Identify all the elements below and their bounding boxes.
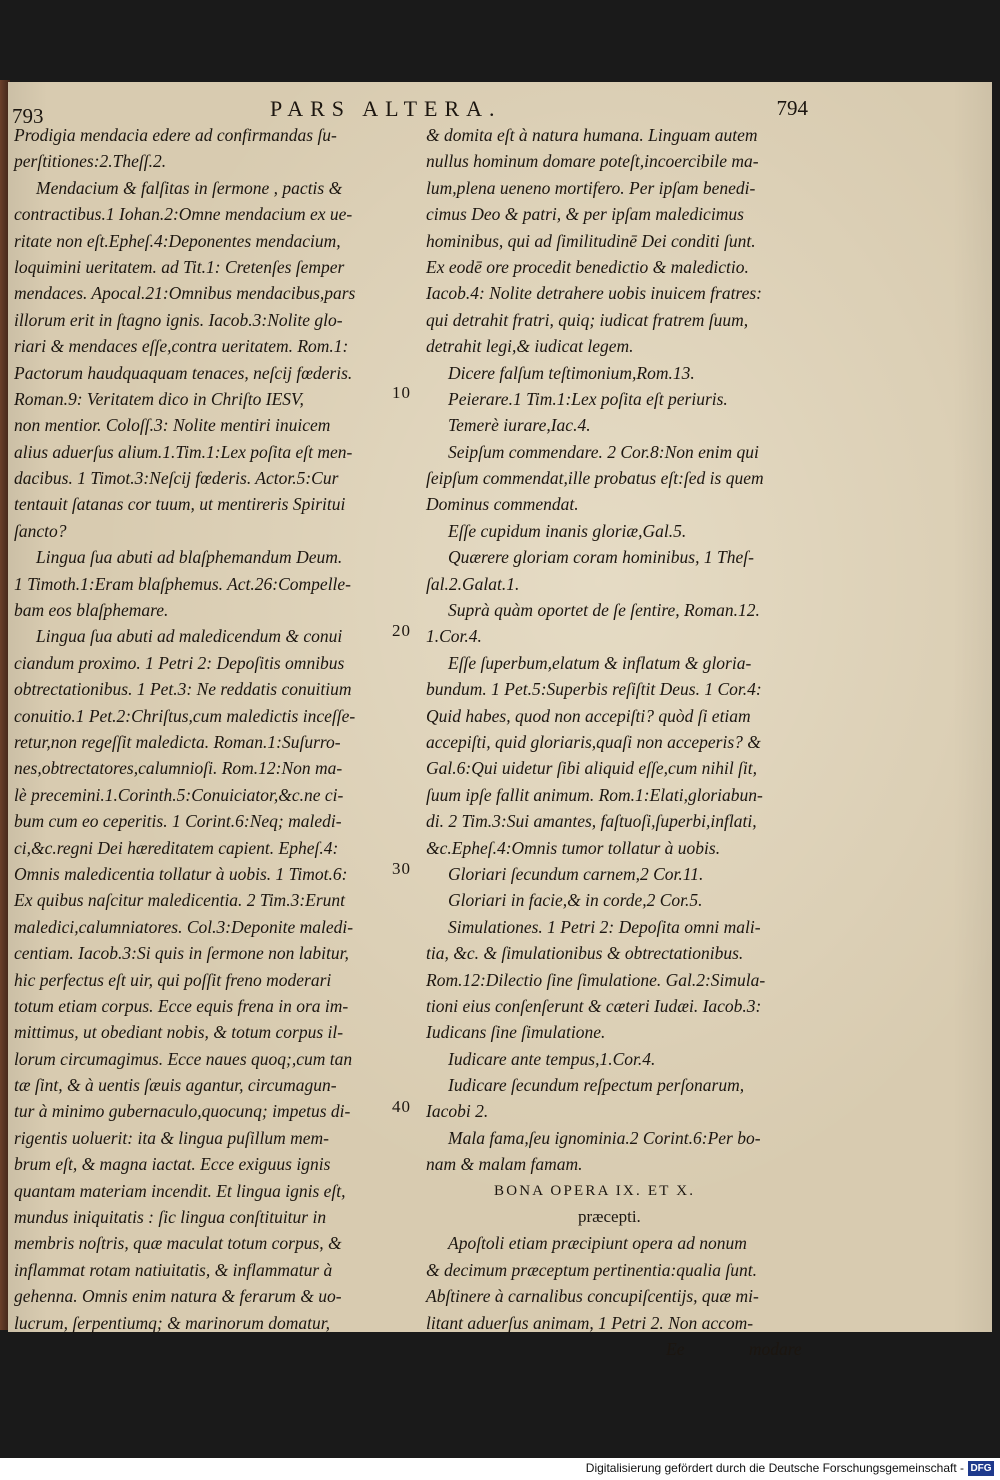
text-line: Iudicare ſecundum reſpectum perſonarum, <box>448 1075 745 1096</box>
text-line: mundus iniquitatis : ſic lingua conſtituitur in <box>14 1207 327 1228</box>
text-line: 1.Cor.4. <box>426 626 482 647</box>
text-line: Lingua ſua abuti ad blaſphemandum Deum. <box>36 547 343 568</box>
text-line: inflammat rotam natiuitatis, & inflammatur à <box>14 1259 333 1280</box>
text-line: nam & malam famam. <box>426 1154 583 1175</box>
text-line: nullus hominum domare poteſt,incoercibile ma- <box>426 151 759 172</box>
text-line: perſtitiones:2.Theſſ.2. <box>14 151 167 172</box>
text-line: bum cum eo ceperitis. 1 Corint.6:Neq; maledi- <box>14 811 342 832</box>
text-line: conuitio.1 Pet.2:Chriſtus,cum maledictis inceſſe- <box>14 705 356 726</box>
left-column <box>14 122 402 1336</box>
text-line: cimus Deo & patri, & per ipſam maledicimus <box>426 204 744 225</box>
running-title: PARS ALTERA. <box>270 96 502 121</box>
page-number-left: 793 <box>12 104 44 128</box>
text-line: lorum circumagimus. Ecce naues quoq;,cum tan <box>14 1048 353 1069</box>
text-line: tæ ſint, & à uentis ſæuis agantur, circumagun- <box>14 1075 337 1096</box>
text-line: tentauit ſatanas cor tuum, ut mentireris Spiritui <box>14 494 346 515</box>
text-line: non mentior. Coloſſ.3: Nolite mentiri inuicem <box>14 415 331 436</box>
text-line: contractibus.1 Iohan.2:Omne mendacium ex ue- <box>14 204 353 225</box>
text-line: detrahit legi,& iudicat legem. <box>426 336 634 357</box>
text-line: ſal.2.Galat.1. <box>426 573 520 594</box>
text-line: alius aduerſus alium.1.Tim.1:Lex poſita eſt men- <box>14 441 353 462</box>
footer-credit: Digitalisierung gefördert durch die Deutsche Forschungsgemeinschaft - <box>585 1461 964 1475</box>
text-line: membris noſtris, quæ maculat totum corpus, & <box>14 1233 342 1254</box>
margin-line-number: 30 <box>392 859 411 878</box>
text-line: mittimus, ut obediant nobis, & totum corpus il- <box>14 1022 344 1043</box>
text-line: Suprà quàm oportet de ſe ſentire, Roman.12. <box>448 600 760 621</box>
text-line: Eſſe ſuperbum,elatum & inflatum & gloria- <box>448 652 752 673</box>
text-line: gehenna. Omnis enim natura & ferarum & uo- <box>14 1286 342 1307</box>
text-line: Prodigia mendacia edere ad confirmandas ſu- <box>14 125 337 145</box>
text-line: &c.Epheſ.4:Omnis tumor tollatur à uobis. <box>426 837 721 858</box>
margin-line-number: 40 <box>392 1097 411 1116</box>
text-line: lè precemini.1.Corinth.5:Conuiciator,&c.ne ci- <box>14 784 344 805</box>
text-line: Quærere gloriam coram hominibus, 1 Theſ- <box>448 547 754 568</box>
text-line: Peierare.1 Tim.1:Lex poſita eſt periuris. <box>448 388 728 409</box>
text-line: Simulationes. 1 Petri 2: Depoſita omni mali- <box>448 916 761 937</box>
text-line: Iudicans ſine ſimulatione. <box>426 1022 606 1043</box>
text-line: totum etiam corpus. Ecce equis frena in ora im- <box>14 995 349 1016</box>
text-line: accepiſti, quid gloriaris,quaſi non acceperis? & <box>426 731 761 752</box>
text-line: maledici,calumniatores. Col.3:Deponite maledi- <box>14 916 354 937</box>
text-line: Dicere falſum teſtimonium,Rom.13. <box>448 362 695 383</box>
text-line: di. 2 Tim.3:Sui amantes, faſtuoſi,ſuperbi,inflati, <box>426 811 757 832</box>
text-line: Dominus commendat. <box>426 494 579 515</box>
text-line: hic perfectus eſt uir, qui poſſit freno moderari <box>14 969 332 990</box>
text-line: Iacobi 2. <box>426 1101 489 1122</box>
text-line: Rom.12:Dilectio ſine ſimulatione. Gal.2:Simula- <box>426 969 766 990</box>
text-line: mendaces. Apocal.21:Omnibus mendacibus,pars <box>14 283 356 304</box>
text-line: Mala fama,ſeu ignominia.2 Corint.6:Per bo- <box>448 1127 761 1148</box>
text-line: Pactorum haudquaquam tenaces, neſcij fœderis. <box>14 362 353 383</box>
text-line: brum eſt, & magna iactat. Ecce exiguus ignis <box>14 1154 331 1175</box>
text-line: Roman.9: Veritatem dico in Chriſto IESV, <box>14 388 304 409</box>
text-line: loquimini ueritatem. ad Tit.1: Cretenſes ſemper <box>14 256 345 277</box>
text-line: ritate non eſt.Epheſ.4:Deponentes mendacium, <box>14 230 341 251</box>
text-line: Ee modare <box>666 1338 802 1359</box>
text-line: qui detrahit fratri, quiq; iudicat fratrem ſuum, <box>426 309 749 330</box>
text-line: BONA OPERA IX. ET X. <box>494 1182 696 1199</box>
text-line: Omnis maledicentia tollatur à uobis. 1 Timot.6: <box>14 863 348 884</box>
text-line: ciandum proximo. 1 Petri 2: Depoſitis omnibus <box>14 652 345 673</box>
text-line: lucrum, ſerpentiumq; & marinorum domatur, <box>14 1312 330 1333</box>
text-line: Gal.6:Qui uidetur ſibi aliquid eſſe,cum nihil ſit, <box>426 758 758 779</box>
text-line: 1 Timoth.1:Eram blaſphemus. Act.26:Compelle- <box>14 573 352 594</box>
text-line: retur,non regeſſit maledicta. Roman.1:Suſurro- <box>14 731 341 752</box>
margin-line-number: 10 <box>392 383 411 402</box>
text-line: ci,&c.regni Dei hæreditatem capient. Epheſ.4: <box>14 837 339 858</box>
text-line: Ex eodē ore procedit benedictio & maledictio. <box>426 256 749 277</box>
text-line: hominibus, qui ad ſimilitudinē Dei conditi ſunt. <box>426 230 756 251</box>
text-line: Gloriari in facie,& in corde,2 Cor.5. <box>448 890 703 911</box>
text-line: quantam materiam incendit. Et lingua ignis eſt, <box>14 1180 346 1201</box>
text-line: Iacob.4: Nolite detrahere uobis inuicem fratres: <box>426 283 763 304</box>
footer-bar <box>0 1458 1000 1480</box>
text-line: præcepti. <box>578 1207 641 1227</box>
text-line: Mendacium & falſitas in ſermone , pactis & <box>36 177 343 198</box>
text-line: litant aduerſus animam, 1 Petri 2. Non accom- <box>426 1312 754 1333</box>
margin-line-number: 20 <box>392 621 411 640</box>
text-line: Iudicare ante tempus,1.Cor.4. <box>448 1048 656 1069</box>
text-line: Ex quibus naſcitur maledicentia. 2 Tim.3:Erunt <box>14 890 346 911</box>
text-line: Gloriari ſecundum carnem,2 Cor.11. <box>448 863 704 884</box>
book-page <box>8 82 992 1359</box>
text-line: ſuum ipſe fallit animum. Rom.1:Elati,gloriabun- <box>426 784 763 805</box>
text-line: Seipſum commendare. 2 Cor.8:Non enim qui <box>448 441 759 462</box>
text-line: Temerè iurare,Iac.4. <box>448 415 591 436</box>
text-line: riari & mendaces eſſe,contra ueritatem. Rom.1: <box>14 336 349 357</box>
text-line: ſancto? <box>14 520 67 541</box>
text-line: Abſtinere à carnalibus concupiſcentijs, quæ mi- <box>426 1286 759 1307</box>
text-line: Apoſtoli etiam præcipiunt opera ad nonum <box>448 1233 747 1254</box>
text-line: ſeipſum commendat,ille probatus eſt:ſed is quem <box>426 468 764 489</box>
text-line: & decimum præceptum pertinentia:qualia ſunt. <box>426 1259 757 1280</box>
running-head <box>8 92 992 128</box>
text-line: bam eos blaſphemare. <box>14 600 169 621</box>
text-line: Eſſe cupidum inanis gloriæ,Gal.5. <box>448 520 687 541</box>
text-line: obtrectationibus. 1 Pet.3: Ne reddatis conuitium <box>14 679 352 700</box>
text-line: tioni eius conſenſerunt & cæteri Iudæi. Iacob.3: <box>426 995 762 1016</box>
text-line: tia, &c. & ſimulationibus & obtrectationibus. <box>426 943 744 964</box>
text-line: & domita eſt à natura humana. Linguam autem <box>426 125 758 145</box>
text-line: bundum. 1 Pet.5:Superbis reſiſtit Deus. 1 Cor.4: <box>426 679 762 700</box>
text-line: rigentis uoluerit: ita & lingua puſillum mem- <box>14 1127 329 1148</box>
text-line: illorum erit in ſtagno ignis. Iacob.3:Nolite glo- <box>14 309 343 330</box>
page-number-right: 794 <box>776 96 808 120</box>
dfg-logo: DFG <box>968 1461 994 1476</box>
text-line: Quid habes, quod non accepiſti? quòd ſi etiam <box>426 705 751 726</box>
text-line: lum,plena ueneno mortifero. Per ipſam benedi- <box>426 177 756 198</box>
text-line: Lingua ſua abuti ad maledicendum & conui <box>36 626 343 647</box>
right-column <box>426 122 826 1362</box>
text-line: tur à minimo gubernaculo,quocunq; impetus di- <box>14 1101 351 1122</box>
text-line: nes,obtrectatores,calumnioſi. Rom.12:Non ma- <box>14 758 343 779</box>
text-line: dacibus. 1 Timot.3:Neſcij fœderis. Actor.5:Cur <box>14 468 339 489</box>
text-line: centiam. Iacob.3:Si quis in ſermone non labitur, <box>14 943 349 964</box>
